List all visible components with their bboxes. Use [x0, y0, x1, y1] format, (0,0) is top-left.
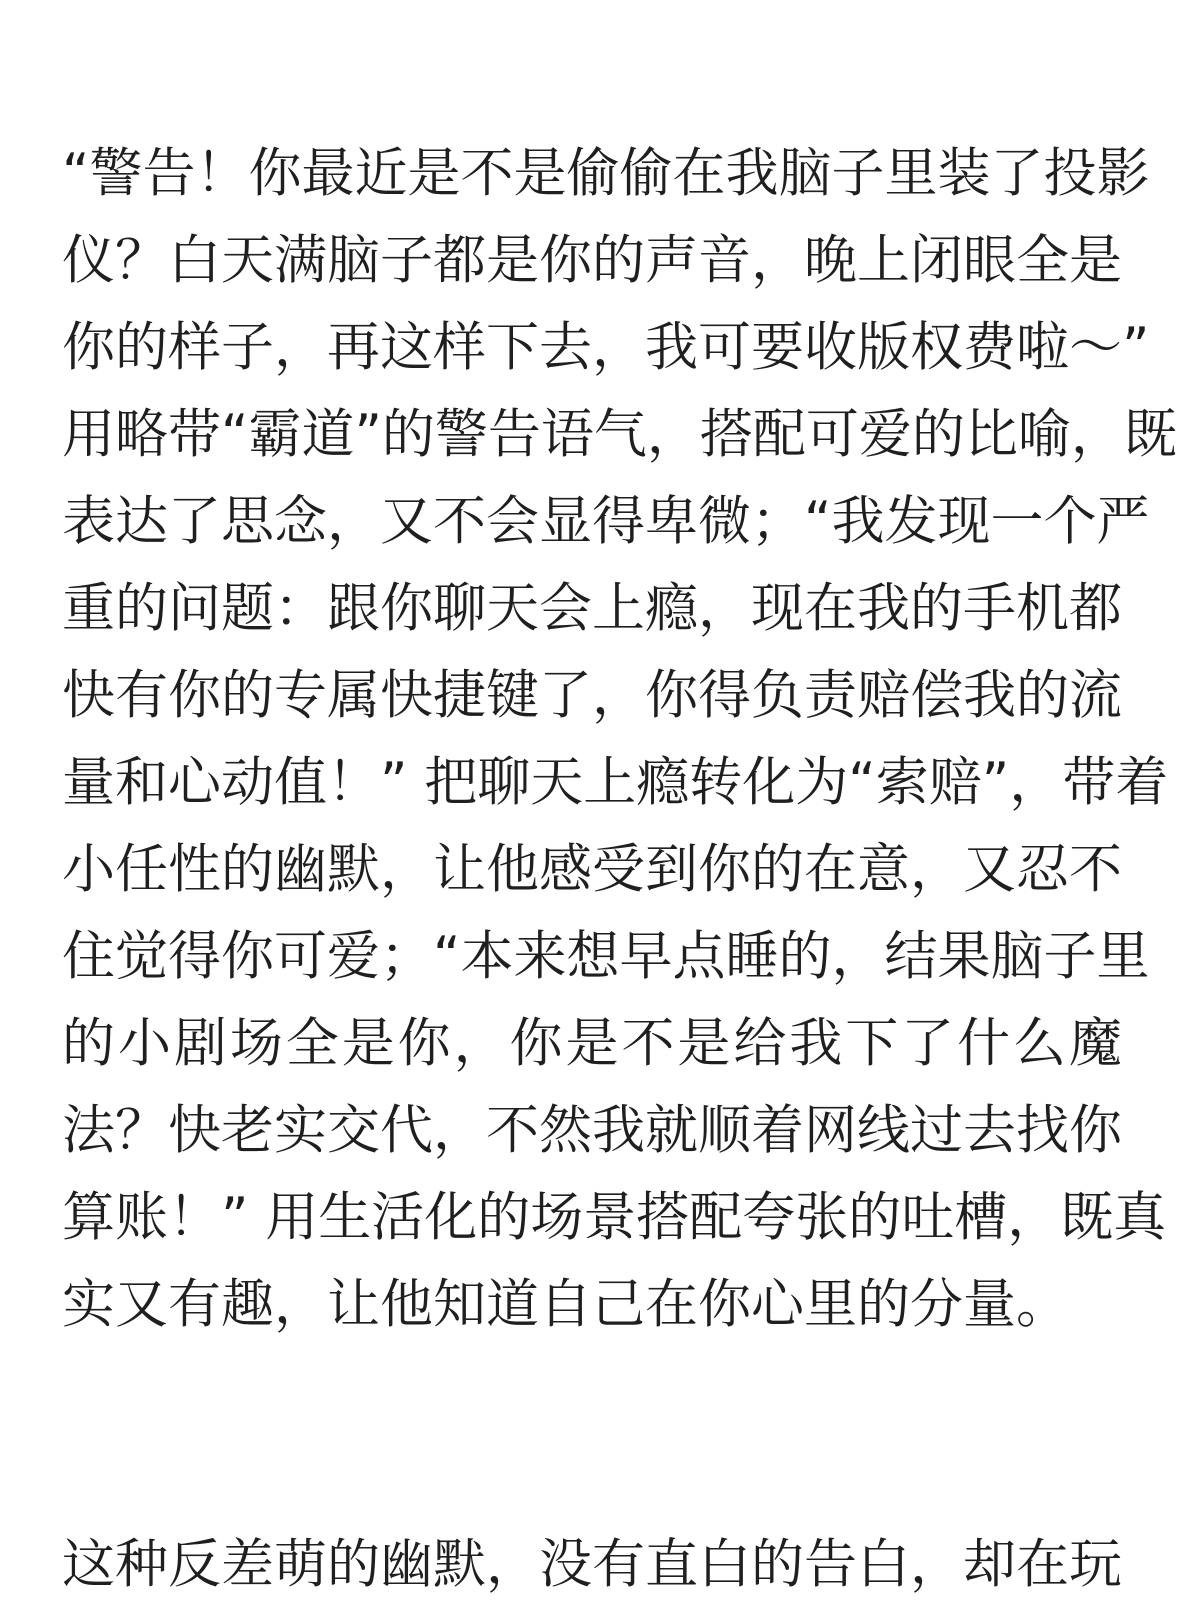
text-line: 量和心动值！” 把聊天上瘾转化为“索赔”，带着	[62, 752, 1169, 813]
text-line: 你的样子，再这样下去，我可要收版权费啦～”	[62, 317, 1150, 378]
text-line: 法？快老实交代，不然我就顺着网线过去找你	[62, 1100, 1122, 1161]
text-line: 小任性的幽默，让他感受到你的在意，又忍不	[62, 839, 1122, 900]
text-line: 的小剧场全是你，你是不是给我下了什么魔	[62, 1013, 1122, 1074]
text-line: 表达了思念，又不会显得卑微；“我发现一个严	[62, 491, 1150, 552]
text-line: 算账！” 用生活化的场景搭配夸张的吐槽，既真	[62, 1187, 1167, 1248]
text-line: 实又有趣，让他知道自己在你心里的分量。	[62, 1274, 1069, 1335]
paragraph	[62, 1521, 1122, 1608]
text-line: 住觉得你可爱；“本来想早点睡的，结果脑子里	[62, 926, 1150, 987]
text-line: 用略带“霸道”的警告语气，搭配可爱的比喻，既	[62, 404, 1177, 465]
article-body	[62, 130, 1177, 1608]
text-line: 重的问题：跟你聊天会上瘾，现在我的手机都	[62, 578, 1122, 639]
paragraph-spacer	[62, 1348, 1122, 1521]
text-line: “警告！你最近是不是偷偷在我脑子里装了投影	[62, 143, 1150, 204]
text-line: 这种反差萌的幽默，没有直白的告白，却在玩	[62, 1534, 1122, 1595]
paragraph	[62, 130, 1177, 1348]
text-line: 快有你的专属快捷键了，你得负责赔偿我的流	[62, 665, 1122, 726]
text-line: 仪？白天满脑子都是你的声音，晚上闭眼全是	[62, 230, 1122, 291]
